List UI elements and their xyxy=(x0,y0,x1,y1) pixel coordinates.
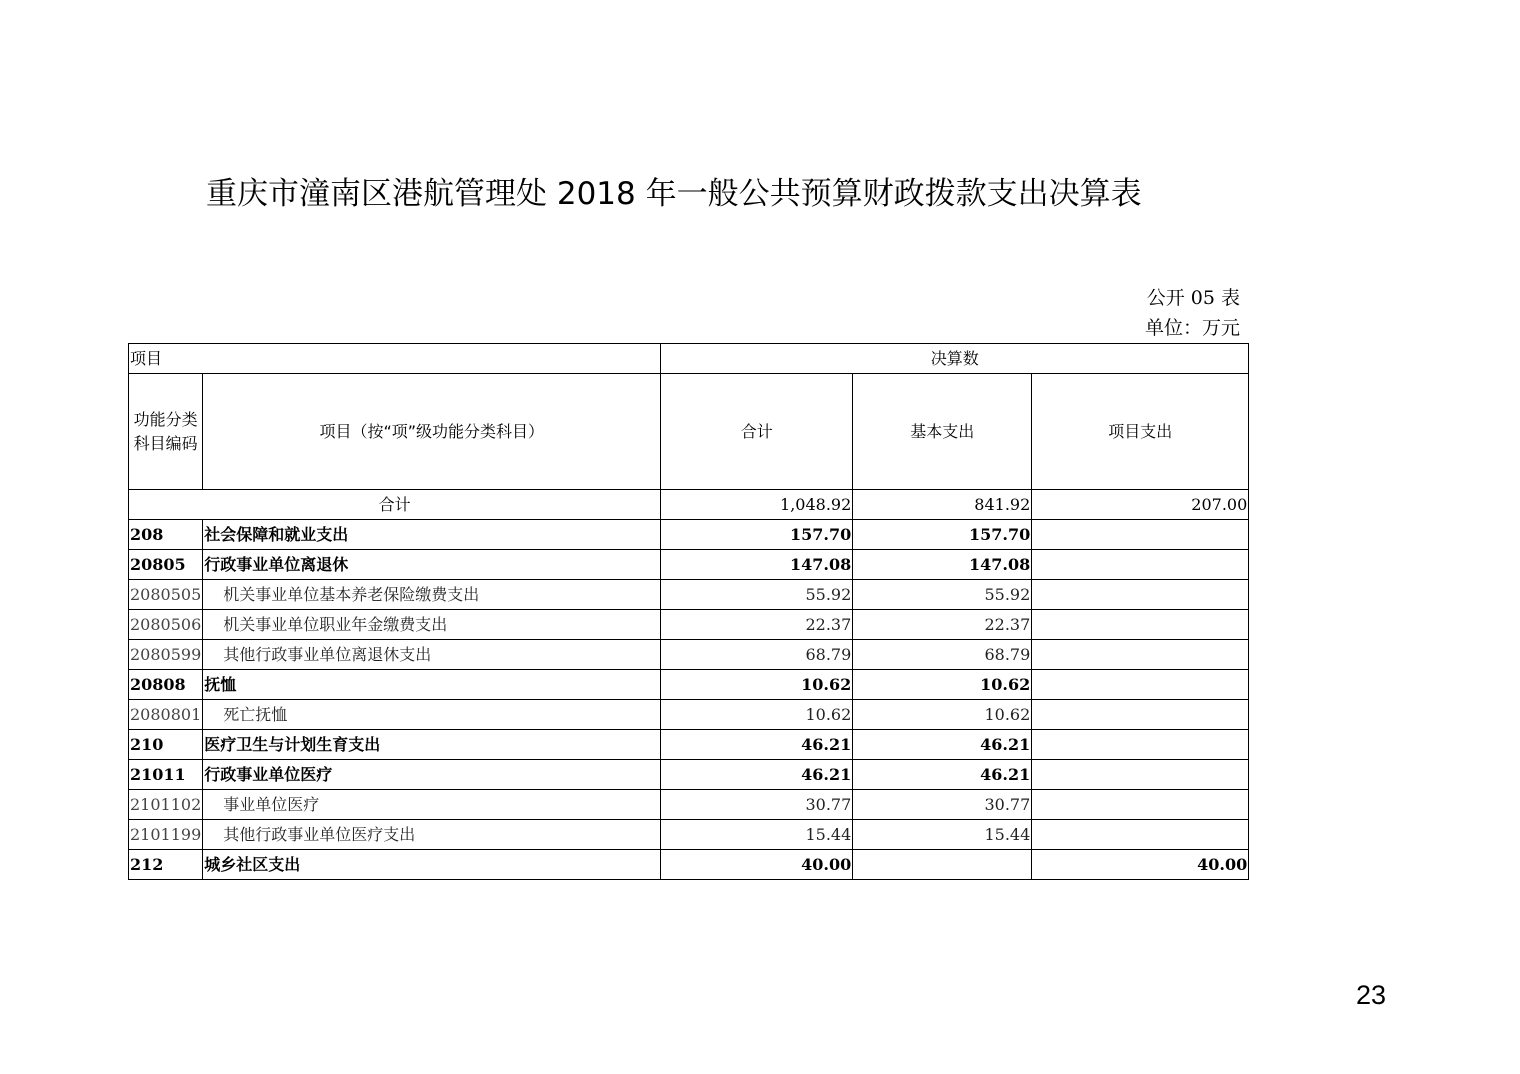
row-basic: 10.62 xyxy=(853,670,1032,700)
table-row xyxy=(129,550,1249,580)
table-code: 公开 05 表 xyxy=(1146,287,1240,309)
row-name: 行政事业单位离退休 xyxy=(203,550,661,580)
total-sum: 1,048.92 xyxy=(661,490,853,520)
row-basic: 157.70 xyxy=(853,520,1032,550)
total-label: 合计 xyxy=(129,490,661,520)
row-code: 21011 xyxy=(129,760,203,790)
row-code: 2080599 xyxy=(129,640,203,670)
header-item-detail: 项目（按“项”级功能分类科目） xyxy=(203,374,661,490)
row-name: 医疗卫生与计划生育支出 xyxy=(203,730,661,760)
row-name: 社会保障和就业支出 xyxy=(203,520,661,550)
row-project xyxy=(1032,820,1249,850)
table-row xyxy=(129,730,1249,760)
row-total: 46.21 xyxy=(661,760,853,790)
row-basic: 46.21 xyxy=(853,760,1032,790)
row-total: 147.08 xyxy=(661,550,853,580)
header-total: 合计 xyxy=(661,374,853,490)
row-project xyxy=(1032,640,1249,670)
row-total: 10.62 xyxy=(661,670,853,700)
row-name: 抚恤 xyxy=(203,670,661,700)
table-row xyxy=(129,760,1249,790)
table-row xyxy=(129,850,1249,880)
unit-label: 单位：万元 xyxy=(1144,317,1240,339)
row-code: 212 xyxy=(129,850,203,880)
expenditure-table xyxy=(128,343,1249,880)
row-total: 40.00 xyxy=(661,850,853,880)
row-name: 其他行政事业单位离退休支出 xyxy=(203,640,661,670)
row-project xyxy=(1032,520,1249,550)
row-basic: 30.77 xyxy=(853,790,1032,820)
total-project: 207.00 xyxy=(1032,490,1249,520)
row-total: 157.70 xyxy=(661,520,853,550)
row-total: 15.44 xyxy=(661,820,853,850)
row-basic: 10.62 xyxy=(853,700,1032,730)
row-basic: 147.08 xyxy=(853,550,1032,580)
row-total: 55.92 xyxy=(661,580,853,610)
header-row-2 xyxy=(129,374,1249,490)
row-project xyxy=(1032,550,1249,580)
row-name: 机关事业单位职业年金缴费支出 xyxy=(203,610,661,640)
total-row xyxy=(129,490,1249,520)
table-row xyxy=(129,700,1249,730)
row-code: 2080506 xyxy=(129,610,203,640)
row-total: 30.77 xyxy=(661,790,853,820)
row-name: 城乡社区支出 xyxy=(203,850,661,880)
row-code: 2101102 xyxy=(129,790,203,820)
row-basic: 15.44 xyxy=(853,820,1032,850)
row-basic: 46.21 xyxy=(853,730,1032,760)
row-code: 2080801 xyxy=(129,700,203,730)
table-row xyxy=(129,670,1249,700)
row-name: 其他行政事业单位医疗支出 xyxy=(203,820,661,850)
row-code: 20805 xyxy=(129,550,203,580)
page-number: 23 xyxy=(1356,980,1387,1010)
row-name: 死亡抚恤 xyxy=(203,700,661,730)
table-row xyxy=(129,790,1249,820)
row-code: 2101199 xyxy=(129,820,203,850)
row-basic: 68.79 xyxy=(853,640,1032,670)
document-title: 重庆市潼南区港航管理处 2018 年一般公共预算财政拨款支出决算表 xyxy=(206,176,1142,212)
row-code: 20808 xyxy=(129,670,203,700)
row-project xyxy=(1032,760,1249,790)
header-final-amount: 决算数 xyxy=(661,344,1249,374)
row-total: 10.62 xyxy=(661,700,853,730)
total-basic: 841.92 xyxy=(853,490,1032,520)
row-project: 40.00 xyxy=(1032,850,1249,880)
row-total: 22.37 xyxy=(661,610,853,640)
header-item: 项目 xyxy=(129,344,661,374)
header-project: 项目支出 xyxy=(1032,374,1249,490)
table-row xyxy=(129,640,1249,670)
row-project xyxy=(1032,670,1249,700)
row-basic: 22.37 xyxy=(853,610,1032,640)
row-code: 210 xyxy=(129,730,203,760)
row-basic: 55.92 xyxy=(853,580,1032,610)
row-project xyxy=(1032,730,1249,760)
row-project xyxy=(1032,700,1249,730)
header-row-1 xyxy=(129,344,1249,374)
row-name: 行政事业单位医疗 xyxy=(203,760,661,790)
row-code: 208 xyxy=(129,520,203,550)
table-row xyxy=(129,820,1249,850)
row-code: 2080505 xyxy=(129,580,203,610)
row-basic xyxy=(853,850,1032,880)
row-project xyxy=(1032,610,1249,640)
row-total: 68.79 xyxy=(661,640,853,670)
table-row xyxy=(129,520,1249,550)
row-project xyxy=(1032,580,1249,610)
row-total: 46.21 xyxy=(661,730,853,760)
table-row xyxy=(129,610,1249,640)
header-basic: 基本支出 xyxy=(853,374,1032,490)
row-name: 机关事业单位基本养老保险缴费支出 xyxy=(203,580,661,610)
row-project xyxy=(1032,790,1249,820)
row-name: 事业单位医疗 xyxy=(203,790,661,820)
header-func-code: 功能分类科目编码 xyxy=(129,374,203,490)
table-row xyxy=(129,580,1249,610)
